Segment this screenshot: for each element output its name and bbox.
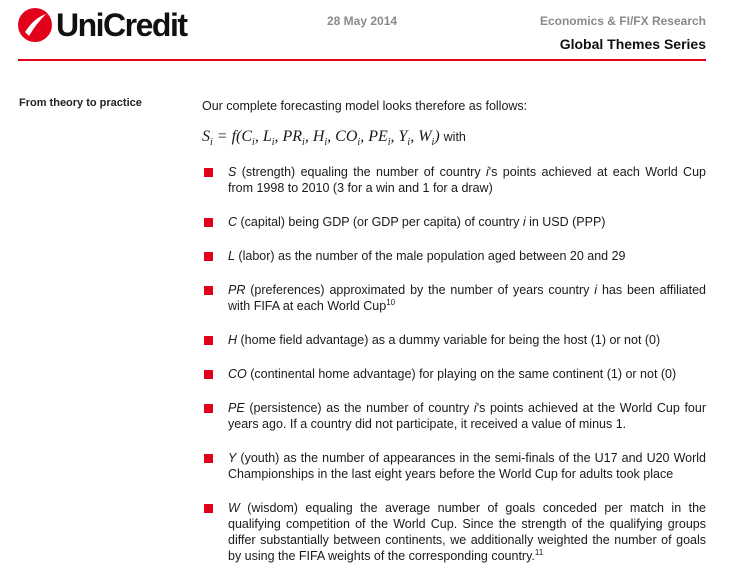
list-item <box>202 164 706 196</box>
list-item <box>202 214 706 230</box>
section-label: From theory to practice <box>19 97 142 109</box>
variable-description: (wisdom) equaling the average number of goals conceded per match in the qualifying competition of the World Cup. Since the strength of the qualifying groups differ substantially between continents, we additionally weighted the number of goals by using the FIFA weights of the corresponding country. <box>228 501 706 563</box>
unicredit-logo <box>18 8 187 42</box>
variable-description: (strength) equaling the number of country <box>236 165 486 179</box>
bullet-square-icon <box>204 336 213 345</box>
list-item <box>202 450 706 482</box>
model-formula: $S_i = f(C_i$, $L_i$, $PR_i$, $H_i$, $CO_i$, $PE_i$, $Y_i$, $W_i$) with <box>202 128 466 149</box>
list-item <box>202 282 706 314</box>
variable-description: (capital) being GDP (or GDP per capita) of country <box>237 215 523 229</box>
unicredit-logo-icon <box>18 8 52 42</box>
variable-symbol: L <box>228 249 235 263</box>
formula-with: with <box>443 130 466 144</box>
index-symbol: i <box>485 165 489 179</box>
department-label: Economics & FI/FX Research <box>539 14 706 28</box>
variable-description-end: 's points achieved at the World Cup four years ago. If a country did not participate, it received a value of minus 1. <box>228 401 706 431</box>
intro-text: Our complete forecasting model looks therefore as follows: <box>202 99 528 113</box>
list-item <box>202 248 706 264</box>
index-symbol: i <box>473 401 477 415</box>
variable-description-end: in USD (PPP) <box>525 215 606 229</box>
variable-description: (continental home advantage) for playing on the same continent (1) or not (0) <box>246 367 677 381</box>
logo-text: UniCredit <box>56 7 187 43</box>
variable-symbol: S <box>228 165 237 179</box>
variable-description: (home field advantage) as a dummy variable for being the host (1) or not (0) <box>237 333 661 347</box>
variable-symbol: W <box>228 501 240 515</box>
variable-symbol: PR <box>228 283 246 297</box>
variable-list <box>202 164 706 564</box>
list-item <box>202 400 706 432</box>
variable-description-end: has been affiliated with FIFA at each World Cup <box>228 283 706 313</box>
bullet-square-icon <box>204 504 213 513</box>
footnote-ref: 11 <box>534 547 544 557</box>
variable-description: (labor) as the number of the male population aged between 20 and 29 <box>234 249 626 263</box>
index-symbol: i <box>594 283 598 297</box>
variable-symbol: Y <box>228 451 237 465</box>
variable-description-end: 's points achieved at each World Cup from 1998 to 2010 (3 for a win and 1 for a draw) <box>228 165 706 195</box>
footnote-ref: 10 <box>386 297 396 307</box>
series-title: Global Themes Series <box>559 36 706 52</box>
index-symbol: i <box>522 215 526 229</box>
variable-symbol: C <box>228 215 238 229</box>
list-item <box>202 500 706 564</box>
bullet-square-icon <box>204 404 213 413</box>
bullet-square-icon <box>204 168 213 177</box>
bullet-square-icon <box>204 286 213 295</box>
variable-description: (youth) as the number of appearances in the semi-finals of the U17 and U20 World Championships in the last eight years before the World Cup for adults took place <box>228 451 706 481</box>
bullet-square-icon <box>204 218 213 227</box>
page-header <box>0 0 750 60</box>
bullet-square-icon <box>204 454 213 463</box>
list-item <box>202 332 706 348</box>
report-date: 28 May 2014 <box>327 14 398 28</box>
variable-symbol: CO <box>228 367 247 381</box>
bullet-square-icon <box>204 370 213 379</box>
variable-symbol: PE <box>228 401 245 415</box>
variable-description: (persistence) as the number of country <box>244 401 474 415</box>
list-item <box>202 366 706 382</box>
variable-description: (preferences) approximated by the number of years country <box>245 283 595 297</box>
bullet-square-icon <box>204 252 213 261</box>
header-divider <box>18 59 706 61</box>
variable-symbol: H <box>228 333 238 347</box>
